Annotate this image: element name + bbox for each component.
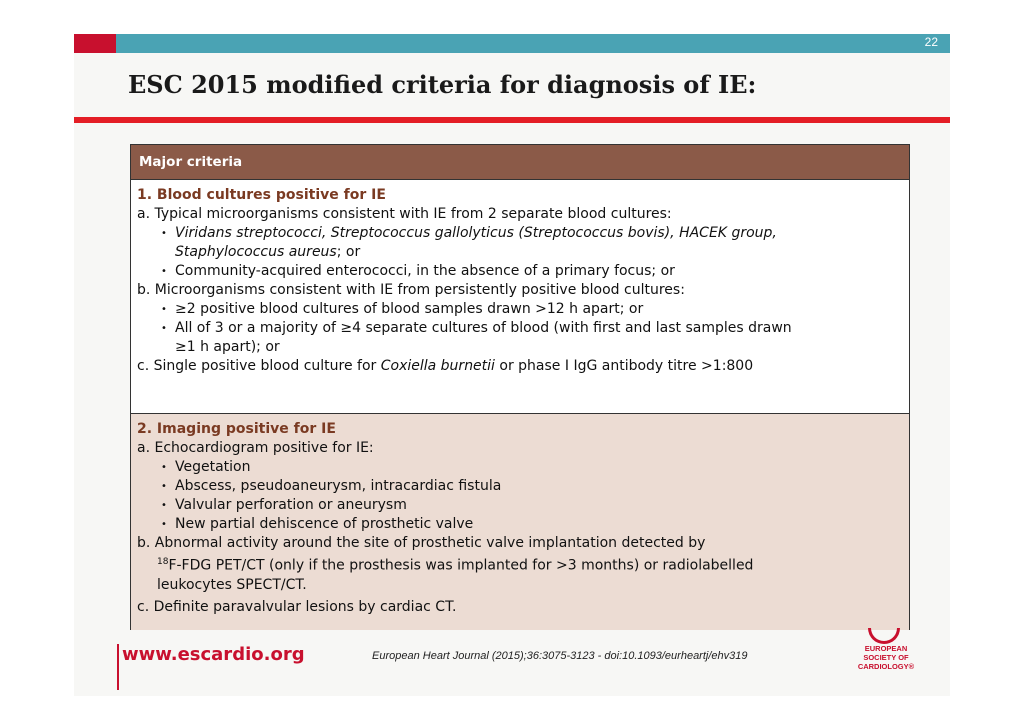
footer-url[interactable]: www.escardio.org (122, 644, 305, 665)
criterion-1b: b. Microorganisms consistent with IE from persistently positive blood cultures: (137, 282, 685, 298)
criterion-1c-pre: c. Single positive blood culture for (137, 358, 381, 374)
page-number: 22 (924, 35, 938, 49)
isotope-superscript: 18 (157, 557, 169, 567)
criterion-2b-line3: leukocytes SPECT/CT. (157, 576, 307, 593)
table-header: Major criteria (131, 145, 909, 180)
bullet-2a-2-text: • Abscess, pseudoaneurysm, intracardiac fistula (175, 478, 502, 494)
bullet-2a-1 (137, 458, 903, 477)
section-blood-cultures (131, 180, 909, 414)
criterion-1c-post: or phase I IgG antibody titre >1:800 (494, 358, 754, 374)
top-bar (74, 34, 950, 53)
criterion-2b-line2-text: F-FDG PET/CT (only if the prosthesis was implanted for >3 months) or radiolabelled (168, 557, 754, 574)
criterion-1a: a. Typical microorganisms consistent with IE from 2 separate blood cultures: (137, 206, 672, 222)
criterion-2b-line2 (137, 553, 903, 576)
criteria-table (130, 144, 910, 630)
bullet-1b-2 (137, 319, 903, 357)
esc-logo-line3: CARDIOLOGY® (857, 662, 915, 671)
esc-logo-line1: EUROPEAN (864, 644, 908, 653)
bullet-2a-2 (137, 477, 903, 496)
bullet-1b-1 (137, 300, 903, 319)
esc-logo-text (856, 644, 916, 671)
bullet-1b-1-text: • ≥2 positive blood cultures of blood samples drawn >12 h apart; or (175, 301, 644, 317)
bullet-1a-1 (137, 224, 903, 262)
bullet-2a-3 (137, 496, 903, 515)
section1-heading: 1. Blood cultures positive for IE (137, 187, 386, 203)
slide-title: ESC 2015 modified criteria for diagnosis of IE: (128, 70, 757, 99)
citation: European Heart Journal (2015);36:3075-3123 - doi:10.1093/eurheartj/ehv319 (372, 650, 748, 662)
esc-logo (856, 626, 916, 686)
criterion-1c (137, 357, 903, 376)
bullet-2a-4-text: • New partial dehiscence of prosthetic valve (175, 516, 474, 532)
esc-logo-line2: SOCIETY OF (863, 653, 909, 662)
top-bar-red-block (74, 34, 116, 53)
esc-heart-icon (868, 628, 900, 644)
section-imaging (131, 414, 909, 630)
bullet-2a-1-text: • Vegetation (175, 459, 251, 475)
bullet-1b-2-line1: All of 3 or a majority of ≥4 separate cultures of blood (with first and last samples drawn (175, 320, 792, 336)
bullet-2a-4 (137, 515, 903, 534)
bullet-2a-3-text: • Valvular perforation or aneurysm (175, 497, 407, 513)
bullet-1a-1-organisms: Viridans streptococci, Streptococcus gallolyticus (Streptococcus bovis), HACEK group, (175, 225, 777, 241)
bullet-1a-1-staph: Staphylococcus aureus (175, 244, 337, 260)
criterion-2b-line1: b. Abnormal activity around the site of prosthetic valve implantation detected by (137, 535, 706, 551)
footer-red-bar (117, 644, 119, 690)
criterion-1c-organism: Coxiella burnetii (380, 358, 495, 374)
criterion-2a: a. Echocardiogram positive for IE: (137, 440, 374, 456)
criterion-2c: c. Definite paravalvular lesions by cardiac CT. (137, 598, 457, 615)
title-divider (74, 117, 950, 123)
bullet-1a-2-text: • Community-acquired enterococci, in the absence of a primary focus; or (175, 263, 675, 279)
bullet-1a-1-tail: ; or (336, 244, 361, 260)
section2-heading: 2. Imaging positive for IE (137, 421, 336, 437)
bullet-1a-2 (137, 262, 903, 281)
bullet-1b-2-line2: ≥1 h apart); or (175, 339, 280, 355)
